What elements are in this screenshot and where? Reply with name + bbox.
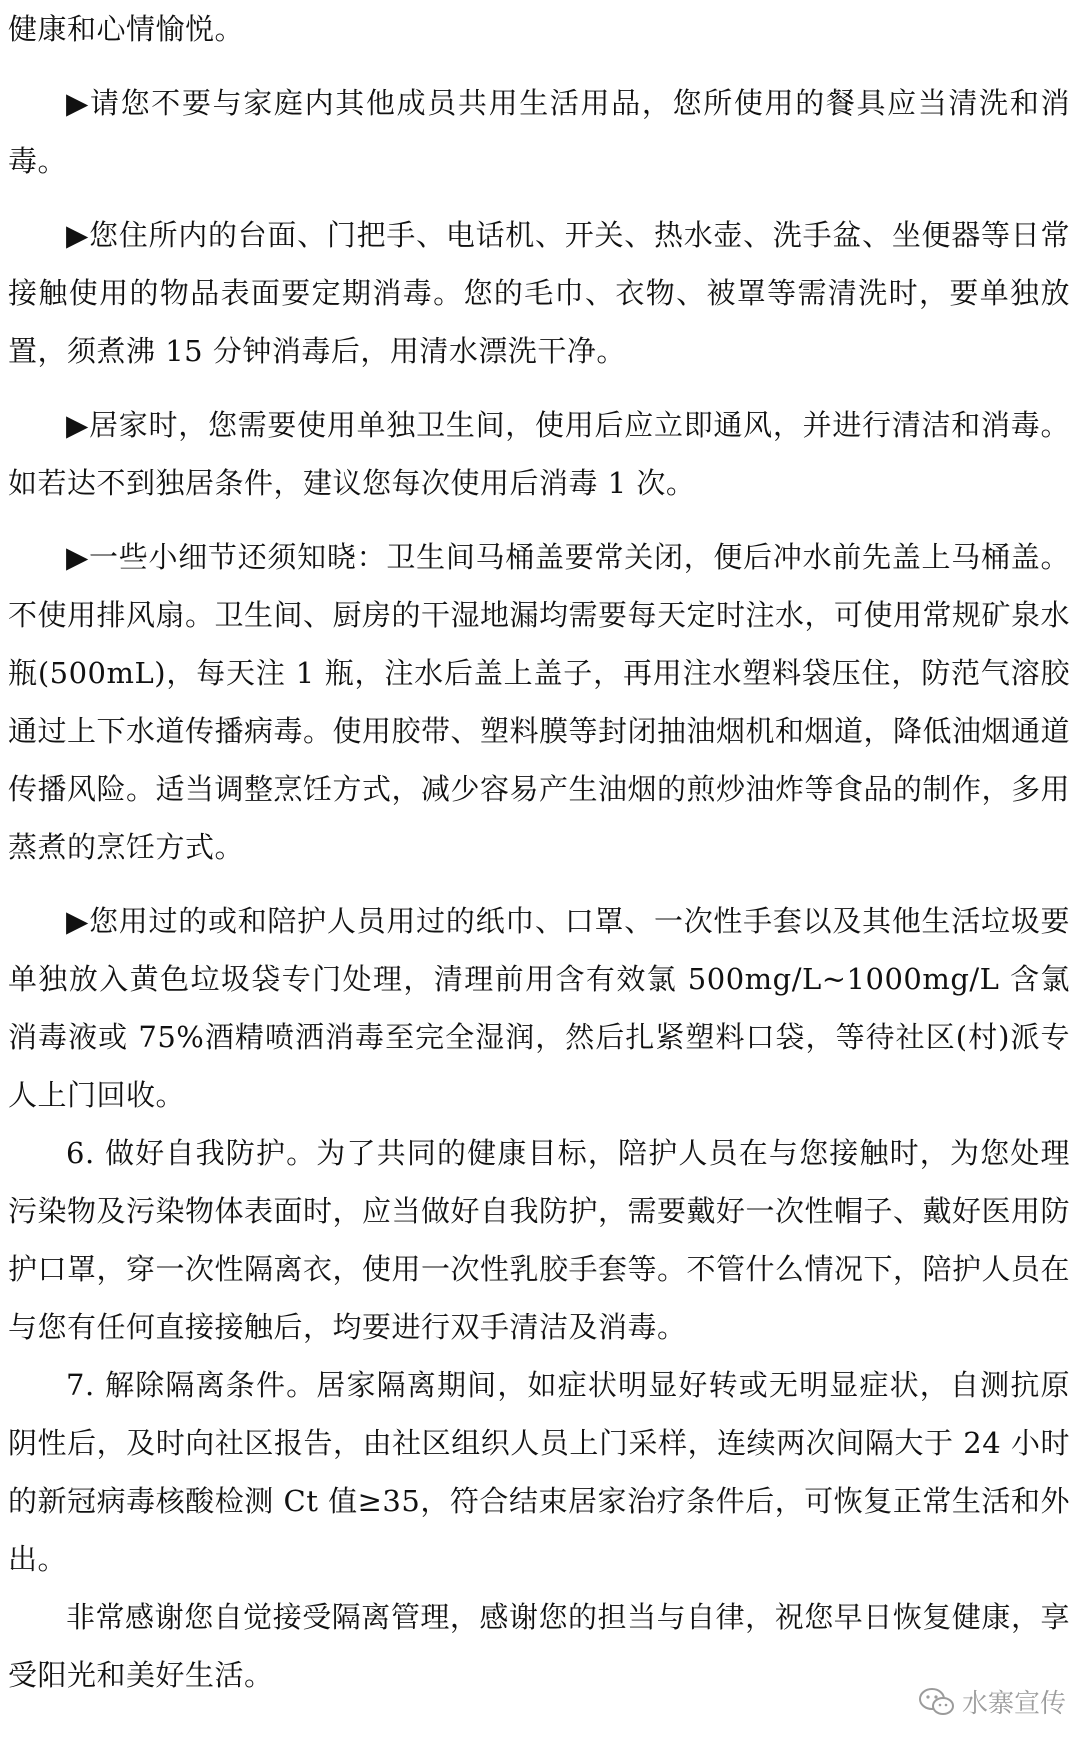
paragraph-bathroom: ▶居家时，您需要使用单独卫生间，使用后应立即通风，并进行清洁和消毒。如若达不到独居条件，建议您每次使用后消毒 1 次。: [8, 408, 1070, 500]
paragraph-tableware: ▶请您不要与家庭内其他成员共用生活用品，您所使用的餐具应当清洗和消毒。: [8, 86, 1070, 178]
paragraph-self-protection: 6. 做好自我防护。为了共同的健康目标，陪护人员在与您接触时，为您处理污染物及污染物体表面时，应当做好自我防护，需要戴好一次性帽子、戴好医用防护口罩，穿一次性隔离衣，使用一次性乳胶手套等。不管什么情况下，陪护人员在与您有任何直接接触后，均要进行双手清洁及消毒。: [8, 1136, 1071, 1344]
paragraph-release-conditions: 7. 解除隔离条件。居家隔离期间，如症状明显好转或无明显症状，自测抗原阴性后，及时向社区报告，由社区组织人员上门采样，连续两次间隔大于 24 小时的新冠病毒核酸检测 Ct 值≥35，符合结束居家治疗条件后，可恢复正常生活和外出。: [8, 1368, 1070, 1576]
paragraph-continuation: 健康和心情愉悦。: [8, 12, 245, 46]
paragraph-details: ▶一些小细节还须知晓：卫生间马桶盖要常关闭，便后冲水前先盖上马桶盖。不使用排风扇。卫生间、厨房的干湿地漏均需要每天定时注水，可使用常规矿泉水瓶(500mL)，每天注 1 瓶，注水后盖上盖子，再用注水塑料袋压住，防范气溶胶通过上下水道传播病毒。使用胶带、塑料膜等封闭抽油烟机和烟道，降低油烟通道传播风险。适当调整烹饪方式，减少容易产生油烟的煎炒油炸等食品的制作，多用蒸煮的烹饪方式。: [8, 540, 1071, 864]
watermark-text: 水寨宣传: [961, 1689, 1066, 1719]
wechat-icon: [918, 1687, 956, 1717]
paragraph-surface-disinfection: ▶您住所内的台面、门把手、电话机、开关、热水壶、洗手盆、坐便器等日常接触使用的物品表面要定期消毒。您的毛巾、衣物、被罩等需清洗时，要单独放置，须煮沸 15 分钟消毒后，用清水漂洗干净。: [8, 218, 1070, 368]
paragraph-waste: ▶您用过的或和陪护人员用过的纸巾、口罩、一次性手套以及其他生活垃圾要单独放入黄色垃圾袋专门处理，清理前用含有效氯 500mg/L~1000mg/L 含氯消毒液或 75%酒精喷洒消毒至完全湿润，然后扎紧塑料口袋，等待社区(村)派专人上门回收。: [8, 904, 1070, 1112]
watermark: [918, 1683, 1066, 1720]
paragraph-thanks: 非常感谢您自觉接受隔离管理，感谢您的担当与自律，祝您早日恢复健康，享受阳光和美好生活。: [8, 1600, 1070, 1692]
